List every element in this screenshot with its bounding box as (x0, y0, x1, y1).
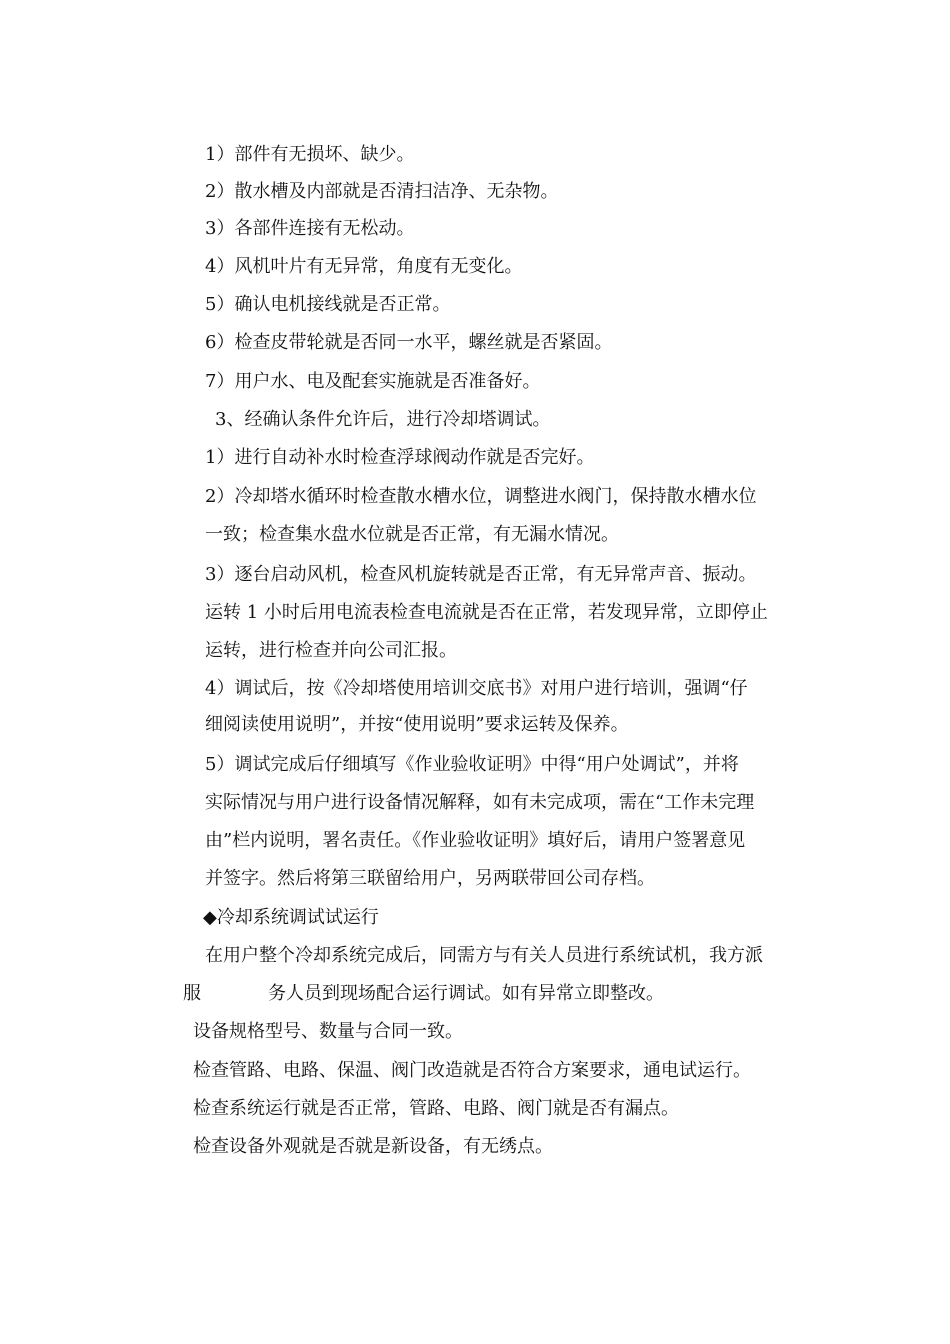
debug-item-5-line1: 5）调试完成后仔细填写《作业验收证明》中得“用户处调试”，并将 (205, 754, 739, 775)
section-paragraph-line1: 在用户整个冷却系统完成后，同需方与有关人员进行系统试机，我方派 (205, 945, 763, 966)
final-check-3: 检查系统运行就是否正常，管路、电路、阀门就是否有漏点。 (193, 1098, 679, 1119)
debug-item-2-line1: 2）冷却塔水循环时检查散水槽水位，调整进水阀门，保持散水槽水位 (205, 486, 757, 507)
debug-item-4-line2: 细阅读使用说明”，并按“使用说明”要求运转及保养。 (205, 714, 629, 735)
debug-item-3-line3: 运转，进行检查并向公司汇报。 (205, 640, 457, 661)
checklist-item-4: 4）风机叶片有无异常，角度有无变化。 (205, 256, 523, 277)
section-heading: ◆冷却系统调试试运行 (203, 907, 379, 928)
checklist-item-5: 5）确认电机接线就是否正常。 (205, 294, 451, 315)
final-check-1: 设备规格型号、数量与合同一致。 (193, 1021, 463, 1042)
checklist-item-2: 2）散水槽及内部就是否清扫洁净、无杂物。 (205, 181, 559, 202)
checklist-item-1: 1）部件有无损坏、缺少。 (205, 144, 415, 165)
debug-item-5-line4: 并签字。然后将第三联留给用户，另两联带回公司存档。 (205, 868, 655, 889)
debug-item-3-line1: 3）逐台启动风机，检查风机旋转就是否正常，有无异常声音、振动。 (205, 564, 757, 585)
checklist-item-6: 6）检查皮带轮就是否同一水平，螺丝就是否紧固。 (205, 332, 613, 353)
section-paragraph-line2-start: 服 (183, 983, 201, 1004)
debug-item-2-line2: 一致；检查集水盘水位就是否正常，有无漏水情况。 (205, 524, 619, 545)
debug-item-4-line1: 4）调试后，按《冷却塔使用培训交底书》对用户进行培训，强调“仔 (205, 678, 748, 699)
debug-item-3-line2: 运转 1 小时后用电流表检查电流就是否在正常，若发现异常，立即停止 (205, 602, 768, 623)
final-check-4: 检查设备外观就是否就是新设备，有无绣点。 (193, 1136, 553, 1157)
section-paragraph-line2-rest: 务人员到现场配合运行调试。如有异常立即整改。 (268, 983, 664, 1004)
debug-item-5-line2: 实际情况与用户进行设备情况解释，如有未完成项，需在“工作未完理 (205, 792, 755, 813)
step3-heading: 3、经确认条件允许后，进行冷却塔调试。 (215, 409, 551, 430)
debug-item-5-line3: 由”栏内说明，署名责任。《作业验收证明》填好后，请用户签署意见 (205, 830, 746, 851)
checklist-item-7: 7）用户水、电及配套实施就是否准备好。 (205, 371, 541, 392)
debug-item-1: 1）进行自动补水时检查浮球阀动作就是否完好。 (205, 447, 595, 468)
checklist-item-3: 3）各部件连接有无松动。 (205, 218, 415, 239)
final-check-2: 检查管路、电路、保温、阀门改造就是否符合方案要求，通电试运行。 (193, 1060, 751, 1081)
